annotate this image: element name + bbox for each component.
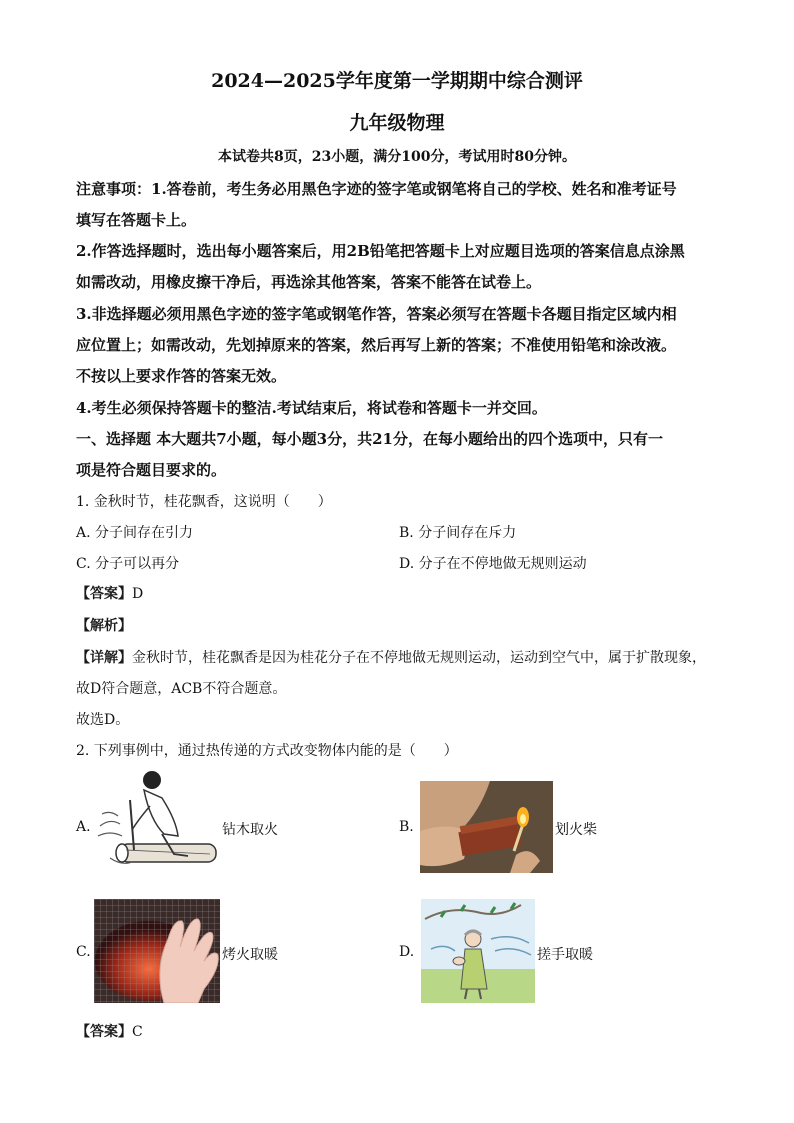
notes-line-7: 不按以上要求作答的答案无效。: [76, 367, 287, 385]
q2-answer-line: [76, 1021, 143, 1041]
q2-option-b-text: 划火柴: [555, 822, 597, 838]
q1-stem: 1. 金秋时节，桂花飘香，这说明（ ）: [76, 494, 332, 510]
subject-title: 九年级物理: [349, 112, 445, 134]
notes-line-8: 4.考生必须保持答题卡的整洁.考试结束后，将试卷和答题卡一并交回。: [76, 399, 547, 417]
notes-line-3: 2.作答选择题时，选出每小题答案后，用2B铅笔把答题卡上对应题目选项的答案信息点涂黑: [76, 242, 685, 260]
notes-line-1: 注意事项：1.答卷前，考生务必用黑色字迹的签字笔或钢笔将自己的学校、姓名和准考证号: [76, 180, 677, 198]
q2-option-c-text: 烤火取暖: [222, 947, 278, 963]
q2-option-c-letter: C.: [76, 944, 91, 960]
q2-option-b-letter: B.: [399, 819, 414, 835]
section-heading-line-2: 项是符合题目要求的。: [76, 461, 227, 479]
q1-answer-tag: 【答案】: [76, 586, 132, 602]
notes-line-5: 3.非选择题必须用黑色字迹的签字笔或钢笔作答，答案必须写在答题卡各题目指定区域内相: [76, 305, 677, 323]
notes-line-2: 填写在答题卡上。: [76, 211, 197, 229]
q1-detail-text-1: 金秋时节，桂花飘香是因为桂花分子在不停地做无规则运动，运动到空气中，属于扩散现象，: [132, 650, 706, 666]
striking-match-image: [420, 781, 553, 873]
warming-by-fire-image: [94, 899, 220, 1003]
q1-detail-line-2: 故D符合题意，ACB不符合题意。: [76, 681, 287, 697]
q1-detail-tag: 【详解】: [76, 650, 132, 666]
q1-answer: D: [132, 586, 144, 602]
q2-answer-tag: 【答案】: [76, 1024, 132, 1040]
q2-option-d-text: 搓手取暖: [537, 947, 593, 963]
q1-option-a: A. 分子间存在引力: [76, 525, 194, 541]
q1-answer-line: [76, 583, 143, 603]
notes-line-6: 应位置上；如需改动，先划掉原来的答案，然后再写上新的答案；不准使用铅笔和涂改液。: [76, 336, 677, 354]
q1-option-d: D. 分子在不停地做无规则运动: [399, 556, 587, 572]
q2-option-d-letter: D.: [399, 944, 415, 960]
q1-option-c: C. 分子可以再分: [76, 556, 180, 572]
q2-answer: C: [132, 1024, 143, 1040]
q1-option-b: B. 分子间存在斥力: [399, 525, 517, 541]
q1-conclusion: 故选D。: [76, 712, 130, 728]
q1-analysis-line: [76, 615, 132, 635]
q1-detail-line-1: [76, 647, 706, 667]
exam-title: 2024—2025学年度第一学期期中综合测评: [211, 70, 583, 92]
drilling-wood-image: [92, 770, 220, 878]
section-heading-line-1: 一、选择题 本大题共7小题，每小题3分，共21分，在每小题给出的四个选项中，只有一: [76, 430, 663, 448]
q2-option-a-letter: A.: [76, 819, 91, 835]
q1-analysis-tag: 【解析】: [76, 618, 132, 634]
exam-info: 本试卷共8页，23小题，满分100分，考试用时80分钟。: [218, 149, 576, 165]
q2-option-a-text: 钻木取火: [222, 822, 278, 838]
q2-stem: 2. 下列事例中，通过热传递的方式改变物体内能的是（ ）: [76, 743, 458, 759]
rubbing-hands-image: [421, 899, 535, 1003]
notes-line-4: 如需改动，用橡皮擦干净后，再选涂其他答案，答案不能答在试卷上。: [76, 273, 542, 291]
